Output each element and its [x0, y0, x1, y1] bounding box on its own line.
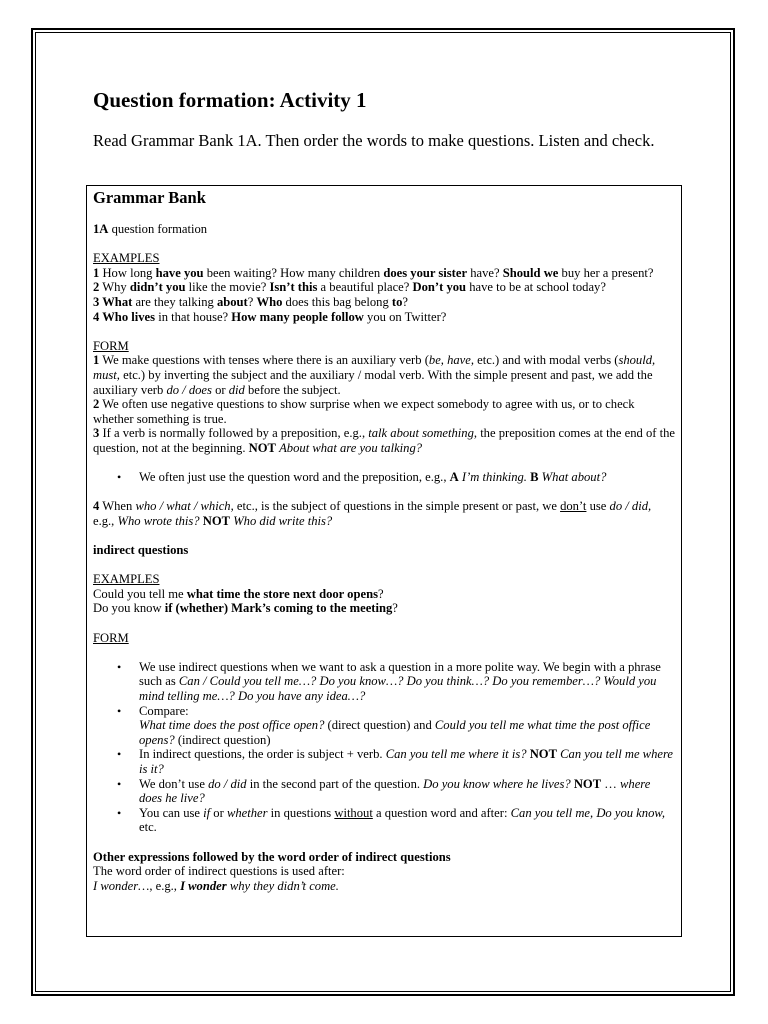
grammar-bank-box — [86, 185, 682, 937]
section-number: 1A — [93, 222, 109, 236]
example-line: 2 Why didn’t you like the movie? Isn’t this a beautiful place? Don’t you have to be at school today? — [93, 280, 606, 295]
indirect-form-bullet: • We don’t use do / did in the second part of the question. Do you know where he lives? NOT … where does he live? — [139, 777, 675, 806]
other-expressions-heading-text: Other expressions followed by the word order of indirect questions — [93, 849, 451, 864]
indirect-form-list — [93, 660, 675, 835]
indirect-example-line: Do you know if (whether) Mark’s coming to the meeting? — [93, 601, 398, 616]
indirect-example-line: Could you tell me what time the store next door opens? — [93, 586, 384, 601]
form-rule: 1 We make questions with tenses where there is an auxiliary verb (be, have, etc.) and with modal verbs (should, must, etc.) by inverting the subject and the auxiliary / modal verb. With the simple present and past, we add the auxiliary verb do / does or did before the subject. — [93, 353, 656, 397]
examples-heading: EXAMPLES — [93, 251, 160, 266]
other-expressions-example: I wonder…, e.g., I wonder why they didn’t come. — [93, 878, 339, 893]
section-label — [93, 222, 675, 237]
activity-instructions: Read Grammar Bank 1A. Then order the words to make questions. Listen and check. — [93, 131, 655, 150]
form-bullet: • We often just use the question word and the preposition, e.g., A I’m thinking. B What about? — [139, 470, 675, 485]
examples-heading: EXAMPLES — [93, 572, 160, 587]
example-line: 4 Who lives in that house? How many people follow you on Twitter? — [93, 309, 447, 324]
indirect-form-bullet: • You can use if or whether in questions without a question word and after: Can you tell me, Do you know, etc. — [139, 806, 675, 835]
form-heading: FORM — [93, 630, 129, 645]
grammar-bank-heading: Grammar Bank — [93, 188, 206, 207]
example-line: 3 What are they talking about? Who does this bag belong to? — [93, 294, 408, 309]
form-bullet-list — [93, 470, 675, 485]
indirect-questions-heading — [93, 543, 675, 558]
form-rule: 2 We often use negative questions to show surprise when we expect somebody to agree with us, or to check whether something is true. — [93, 397, 635, 426]
indirect-questions-heading-text: indirect questions — [93, 543, 189, 558]
form-rule: 3 If a verb is normally followed by a preposition, e.g., talk about something, the preposition comes at the end of the question, not at the beginning. NOT About what are you talking? — [93, 426, 675, 455]
indirect-form-bullet: • Compare: What time does the post office open? (direct question) and Could you tell me what time the post office opens? (indirect question) — [139, 704, 675, 748]
form-heading: FORM — [93, 338, 129, 353]
indirect-form-bullet: • In indirect questions, the order is subject + verb. Can you tell me where it is? NOT Can you tell me where is it? — [139, 747, 675, 776]
other-expressions-heading — [93, 850, 675, 865]
page-title: Question formation: Activity 1 — [93, 88, 367, 112]
other-expressions-intro: The word order of indirect questions is used after: — [93, 864, 345, 879]
section-name: question formation — [111, 222, 208, 236]
example-line: 1 How long have you been waiting? How many children does your sister have? Should we buy her a present? — [93, 265, 654, 280]
form-rule: 4 When who / what / which, etc., is the subject of questions in the simple present or past, we don’t use do / did, e.g., Who wrote this? NOT Who did write this? — [93, 499, 652, 528]
indirect-form-bullet: • We use indirect questions when we want to ask a question in a more polite way. We begin with a phrase such as Can / Could you tell me…? Do you know…? Do you think…? Do you remember…? Would you mind telling me…? Do you have any idea…? — [139, 660, 675, 704]
